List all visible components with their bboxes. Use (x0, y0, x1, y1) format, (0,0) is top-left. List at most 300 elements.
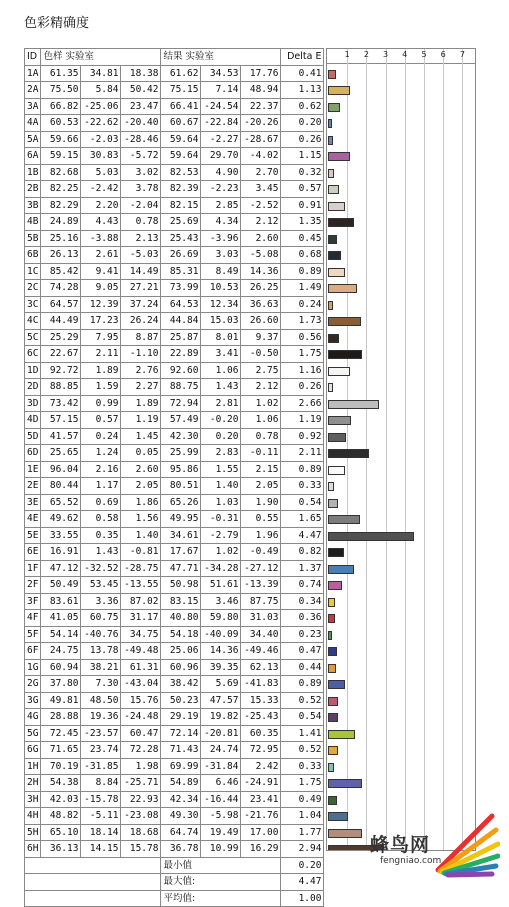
cell-ref-l: 96.04 (41, 461, 81, 478)
cell-id: 1E (25, 461, 41, 478)
cell-ref-l: 85.42 (41, 263, 81, 280)
cell-ref-b: -23.08 (121, 808, 161, 825)
x-tick-label: 3 (383, 50, 389, 59)
cell-res-a: -2.79 (201, 527, 241, 544)
cell-ref-b: -28.46 (121, 131, 161, 148)
header-delta-e: Delta E (281, 49, 324, 66)
cell-id: 1G (25, 659, 41, 676)
cell-id: 6A (25, 148, 41, 165)
table-row (25, 791, 324, 808)
cell-res-a: -20.81 (201, 725, 241, 742)
cell-res-l: 59.64 (161, 131, 201, 148)
cell-res-b: 1.02 (241, 395, 281, 412)
table-row (25, 263, 324, 280)
cell-res-l: 72.14 (161, 725, 201, 742)
bar-2F (328, 581, 342, 590)
table-row (25, 676, 324, 693)
cell-res-l: 82.39 (161, 181, 201, 198)
cell-res-l: 83.15 (161, 593, 201, 610)
cell-res-l: 44.84 (161, 313, 201, 330)
cell-res-a: 1.06 (201, 362, 241, 379)
cell-res-l: 42.34 (161, 791, 201, 808)
cell-res-b: -0.11 (241, 445, 281, 462)
cell-delta-e: 0.33 (281, 478, 324, 495)
cell-res-a: 14.36 (201, 643, 241, 660)
cell-ref-a: 5.03 (81, 164, 121, 181)
bar-3C (328, 301, 333, 310)
table-header-row (25, 49, 324, 66)
summary-label: 平均值: (161, 890, 281, 907)
bar-3D (328, 400, 379, 409)
cell-ref-a: 17.23 (81, 313, 121, 330)
cell-ref-l: 60.53 (41, 115, 81, 132)
cell-delta-e: 0.54 (281, 494, 324, 511)
cell-res-a: 19.82 (201, 709, 241, 726)
cell-delta-e: 1.35 (281, 214, 324, 231)
cell-delta-e: 1.75 (281, 346, 324, 363)
cell-ref-a: 0.69 (81, 494, 121, 511)
cell-delta-e: 0.92 (281, 428, 324, 445)
cell-res-a: 47.57 (201, 692, 241, 709)
cell-delta-e: 0.44 (281, 659, 324, 676)
cell-res-a: -22.84 (201, 115, 241, 132)
table-row (25, 82, 324, 99)
cell-res-a: -0.31 (201, 511, 241, 528)
bar-1D (328, 367, 350, 376)
cell-id: 2A (25, 82, 41, 99)
cell-res-a: 39.35 (201, 659, 241, 676)
cell-id: 3H (25, 791, 41, 808)
x-tick-label: 5 (421, 50, 427, 59)
bar-5H (328, 829, 362, 838)
table-row (25, 296, 324, 313)
cell-ref-b: 3.78 (121, 181, 161, 198)
cell-delta-e: 0.56 (281, 329, 324, 346)
cell-res-b: 60.35 (241, 725, 281, 742)
cell-res-l: 50.98 (161, 577, 201, 594)
cell-res-a: -16.44 (201, 791, 241, 808)
cell-delta-e: 1.65 (281, 511, 324, 528)
cell-id: 4A (25, 115, 41, 132)
cell-res-b: 16.29 (241, 841, 281, 858)
bar-1E (328, 466, 345, 475)
table-row (25, 577, 324, 594)
gridline (405, 49, 406, 850)
cell-delta-e: 1.16 (281, 362, 324, 379)
cell-res-l: 69.99 (161, 758, 201, 775)
table-row (25, 692, 324, 709)
cell-ref-b: 8.87 (121, 329, 161, 346)
table-row (25, 131, 324, 148)
cell-id: 4D (25, 412, 41, 429)
cell-ref-b: 72.28 (121, 742, 161, 759)
cell-ref-a: 2.61 (81, 247, 121, 264)
table-row (25, 148, 324, 165)
cell-delta-e: 0.89 (281, 676, 324, 693)
cell-delta-e: 1.13 (281, 82, 324, 99)
cell-id: 3C (25, 296, 41, 313)
cell-ref-l: 83.61 (41, 593, 81, 610)
cell-id: 6B (25, 247, 41, 264)
cell-delta-e: 0.32 (281, 164, 324, 181)
cell-ref-b: 2.13 (121, 230, 161, 247)
cell-ref-l: 61.35 (41, 65, 81, 82)
cell-ref-a: 38.21 (81, 659, 121, 676)
cell-ref-a: -3.88 (81, 230, 121, 247)
cell-res-a: 4.34 (201, 214, 241, 231)
cell-ref-a: 2.16 (81, 461, 121, 478)
cell-id: 1H (25, 758, 41, 775)
cell-ref-l: 24.89 (41, 214, 81, 231)
cell-delta-e: 0.45 (281, 230, 324, 247)
cell-ref-a: -23.57 (81, 725, 121, 742)
cell-delta-e: 1.73 (281, 313, 324, 330)
cell-res-a: -40.09 (201, 626, 241, 643)
cell-delta-e: 1.49 (281, 280, 324, 297)
table-row (25, 329, 324, 346)
cell-ref-l: 54.38 (41, 775, 81, 792)
cell-ref-b: 34.75 (121, 626, 161, 643)
bar-2H (328, 779, 362, 788)
cell-ref-a: 23.74 (81, 742, 121, 759)
header-result-lab: 结果 实验室 (161, 49, 281, 66)
cell-res-b: 17.00 (241, 824, 281, 841)
cell-id: 4G (25, 709, 41, 726)
cell-ref-l: 16.91 (41, 544, 81, 561)
cell-ref-b: 37.24 (121, 296, 161, 313)
summary-spacer (25, 890, 161, 907)
cell-ref-b: 1.98 (121, 758, 161, 775)
cell-id: 4C (25, 313, 41, 330)
cell-res-l: 61.62 (161, 65, 201, 82)
bar-2A (328, 86, 350, 95)
cell-ref-a: 30.83 (81, 148, 121, 165)
cell-res-a: 29.70 (201, 148, 241, 165)
table-row (25, 214, 324, 231)
cell-res-l: 72.94 (161, 395, 201, 412)
header-id: ID (25, 49, 41, 66)
cell-res-l: 22.89 (161, 346, 201, 363)
cell-ref-b: 1.40 (121, 527, 161, 544)
cell-ref-b: 18.68 (121, 824, 161, 841)
x-tick-label: 6 (440, 50, 446, 59)
cell-ref-l: 26.13 (41, 247, 81, 264)
cell-delta-e: 0.33 (281, 758, 324, 775)
cell-delta-e: 1.41 (281, 725, 324, 742)
table-row (25, 115, 324, 132)
cell-res-a: 10.53 (201, 280, 241, 297)
cell-ref-a: 12.39 (81, 296, 121, 313)
cell-ref-a: 0.99 (81, 395, 121, 412)
cell-res-b: 36.63 (241, 296, 281, 313)
cell-res-l: 25.99 (161, 445, 201, 462)
cell-ref-l: 82.68 (41, 164, 81, 181)
cell-id: 3D (25, 395, 41, 412)
cell-ref-a: 48.50 (81, 692, 121, 709)
table-row (25, 98, 324, 115)
cell-ref-l: 71.65 (41, 742, 81, 759)
cell-ref-b: -0.81 (121, 544, 161, 561)
cell-res-l: 85.31 (161, 263, 201, 280)
cell-delta-e: 0.26 (281, 131, 324, 148)
cell-res-l: 60.96 (161, 659, 201, 676)
cell-ref-a: 14.15 (81, 841, 121, 858)
bar-6A (328, 152, 350, 161)
cell-ref-l: 65.52 (41, 494, 81, 511)
cell-ref-b: 1.56 (121, 511, 161, 528)
cell-res-a: 1.55 (201, 461, 241, 478)
bar-5D (328, 433, 346, 442)
bar-4G (328, 713, 338, 722)
cell-delta-e: 0.54 (281, 709, 324, 726)
cell-res-b: 0.78 (241, 428, 281, 445)
cell-res-b: -21.76 (241, 808, 281, 825)
cell-res-a: 15.03 (201, 313, 241, 330)
table-row (25, 362, 324, 379)
cell-id: 4H (25, 808, 41, 825)
cell-id: 6E (25, 544, 41, 561)
table-row (25, 841, 324, 858)
cell-res-l: 60.67 (161, 115, 201, 132)
cell-ref-a: -2.42 (81, 181, 121, 198)
bar-4D (328, 416, 351, 425)
cell-res-b: 0.55 (241, 511, 281, 528)
table-row (25, 395, 324, 412)
x-tick-label: 1 (344, 50, 350, 59)
cell-res-l: 17.67 (161, 544, 201, 561)
cell-res-a: 6.46 (201, 775, 241, 792)
table-row (25, 412, 324, 429)
cell-ref-l: 59.66 (41, 131, 81, 148)
cell-ref-l: 50.49 (41, 577, 81, 594)
cell-id: 6H (25, 841, 41, 858)
bar-1C (328, 268, 345, 277)
cell-ref-b: -49.48 (121, 643, 161, 660)
delta-e-table (24, 48, 324, 907)
cell-ref-a: -32.52 (81, 560, 121, 577)
table-row (25, 742, 324, 759)
summary-row (25, 857, 324, 874)
cell-res-a: -0.20 (201, 412, 241, 429)
cell-ref-l: 54.14 (41, 626, 81, 643)
cell-id: 2E (25, 478, 41, 495)
cell-res-b: 1.90 (241, 494, 281, 511)
cell-ref-a: 1.89 (81, 362, 121, 379)
cell-res-a: 1.43 (201, 379, 241, 396)
chart-header-separator (327, 63, 475, 64)
cell-res-a: 4.90 (201, 164, 241, 181)
cell-id: 2F (25, 577, 41, 594)
bar-4F (328, 614, 335, 623)
cell-res-a: 24.74 (201, 742, 241, 759)
cell-ref-l: 80.44 (41, 478, 81, 495)
cell-res-a: 2.81 (201, 395, 241, 412)
cell-ref-b: 2.60 (121, 461, 161, 478)
cell-id: 5B (25, 230, 41, 247)
cell-res-a: 0.20 (201, 428, 241, 445)
cell-res-a: 1.02 (201, 544, 241, 561)
cell-id: 4E (25, 511, 41, 528)
gridline (462, 49, 463, 850)
cell-delta-e: 1.19 (281, 412, 324, 429)
bar-6B (328, 251, 341, 260)
cell-res-b: -13.39 (241, 577, 281, 594)
cell-res-b: 87.75 (241, 593, 281, 610)
bar-3E (328, 499, 338, 508)
bar-5C (328, 334, 339, 343)
cell-ref-a: 0.24 (81, 428, 121, 445)
cell-res-b: 2.70 (241, 164, 281, 181)
cell-delta-e: 0.91 (281, 197, 324, 214)
cell-ref-b: -5.03 (121, 247, 161, 264)
cell-res-a: -2.27 (201, 131, 241, 148)
cell-res-a: 19.49 (201, 824, 241, 841)
cell-res-l: 34.61 (161, 527, 201, 544)
cell-ref-b: -43.04 (121, 676, 161, 693)
bar-3G (328, 697, 338, 706)
cell-delta-e: 0.74 (281, 577, 324, 594)
table-row (25, 478, 324, 495)
table-row (25, 758, 324, 775)
cell-ref-l: 64.57 (41, 296, 81, 313)
cell-res-b: 34.40 (241, 626, 281, 643)
bar-4B (328, 218, 354, 227)
bar-2B (328, 185, 339, 194)
cell-ref-l: 66.82 (41, 98, 81, 115)
cell-ref-b: -28.75 (121, 560, 161, 577)
bar-3F (328, 598, 335, 607)
cell-res-l: 49.95 (161, 511, 201, 528)
cell-ref-a: -2.03 (81, 131, 121, 148)
cell-id: 3A (25, 98, 41, 115)
bar-1B (328, 169, 334, 178)
cell-ref-b: 15.76 (121, 692, 161, 709)
table-row (25, 181, 324, 198)
cell-delta-e: 0.49 (281, 791, 324, 808)
header-reference-lab: 色样 实验室 (41, 49, 161, 66)
gridline (443, 49, 444, 850)
cell-ref-a: 1.59 (81, 379, 121, 396)
cell-id: 4B (25, 214, 41, 231)
table-row (25, 280, 324, 297)
cell-res-l: 82.15 (161, 197, 201, 214)
bar-2C (328, 284, 357, 293)
table-row (25, 659, 324, 676)
cell-res-a: 3.41 (201, 346, 241, 363)
cell-ref-b: 15.78 (121, 841, 161, 858)
cell-res-a: 34.53 (201, 65, 241, 82)
cell-ref-l: 22.67 (41, 346, 81, 363)
cell-id: 5G (25, 725, 41, 742)
cell-res-b: -41.83 (241, 676, 281, 693)
cell-ref-b: 14.49 (121, 263, 161, 280)
cell-ref-a: 9.05 (81, 280, 121, 297)
cell-ref-a: 53.45 (81, 577, 121, 594)
watermark-brand: 蜂鸟网 (370, 834, 431, 856)
delta-e-bar-chart (326, 48, 476, 851)
cell-res-l: 73.99 (161, 280, 201, 297)
cell-delta-e: 2.94 (281, 841, 324, 858)
cell-res-a: 1.40 (201, 478, 241, 495)
cell-ref-b: 50.42 (121, 82, 161, 99)
table-row (25, 626, 324, 643)
bar-4H (328, 812, 348, 821)
table-row (25, 65, 324, 82)
cell-res-b: 2.12 (241, 214, 281, 231)
table-row (25, 610, 324, 627)
cell-id: 2C (25, 280, 41, 297)
cell-res-a: 8.01 (201, 329, 241, 346)
cell-ref-b: 1.45 (121, 428, 161, 445)
cell-ref-a: 19.36 (81, 709, 121, 726)
cell-delta-e: 1.15 (281, 148, 324, 165)
cell-delta-e: 2.66 (281, 395, 324, 412)
cell-ref-b: 1.86 (121, 494, 161, 511)
table-row (25, 197, 324, 214)
cell-id: 1C (25, 263, 41, 280)
bar-2E (328, 482, 334, 491)
gridline (386, 49, 387, 850)
bar-2G (328, 680, 345, 689)
cell-id: 5A (25, 131, 41, 148)
cell-ref-l: 24.75 (41, 643, 81, 660)
cell-id: 1F (25, 560, 41, 577)
summary-row (25, 874, 324, 891)
cell-ref-a: -31.85 (81, 758, 121, 775)
bar-6F (328, 647, 337, 656)
cell-id: 5H (25, 824, 41, 841)
cell-ref-a: -15.78 (81, 791, 121, 808)
cell-ref-a: 5.84 (81, 82, 121, 99)
cell-ref-l: 33.55 (41, 527, 81, 544)
cell-ref-a: 8.84 (81, 775, 121, 792)
cell-res-l: 95.86 (161, 461, 201, 478)
bar-6E (328, 548, 344, 557)
cell-ref-b: 2.76 (121, 362, 161, 379)
cell-res-a: 10.99 (201, 841, 241, 858)
table-row (25, 511, 324, 528)
cell-res-b: 2.42 (241, 758, 281, 775)
summary-value: 4.47 (281, 874, 324, 891)
cell-delta-e: 0.36 (281, 610, 324, 627)
cell-res-l: 29.19 (161, 709, 201, 726)
cell-res-l: 25.43 (161, 230, 201, 247)
bar-4C (328, 317, 361, 326)
bar-4A (328, 119, 332, 128)
table-row (25, 824, 324, 841)
cell-res-b: 9.37 (241, 329, 281, 346)
cell-delta-e: 0.52 (281, 692, 324, 709)
cell-delta-e: 1.77 (281, 824, 324, 841)
cell-ref-l: 49.81 (41, 692, 81, 709)
table-row (25, 164, 324, 181)
table-row (25, 808, 324, 825)
cell-delta-e: 1.04 (281, 808, 324, 825)
table-row (25, 445, 324, 462)
cell-res-b: -49.46 (241, 643, 281, 660)
cell-res-a: 7.14 (201, 82, 241, 99)
cell-ref-l: 57.15 (41, 412, 81, 429)
cell-res-l: 92.60 (161, 362, 201, 379)
cell-ref-a: 9.41 (81, 263, 121, 280)
cell-res-l: 38.42 (161, 676, 201, 693)
table-row (25, 725, 324, 742)
cell-id: 6C (25, 346, 41, 363)
cell-ref-a: 0.35 (81, 527, 121, 544)
summary-row (25, 890, 324, 907)
cell-res-l: 25.69 (161, 214, 201, 231)
cell-ref-l: 70.19 (41, 758, 81, 775)
